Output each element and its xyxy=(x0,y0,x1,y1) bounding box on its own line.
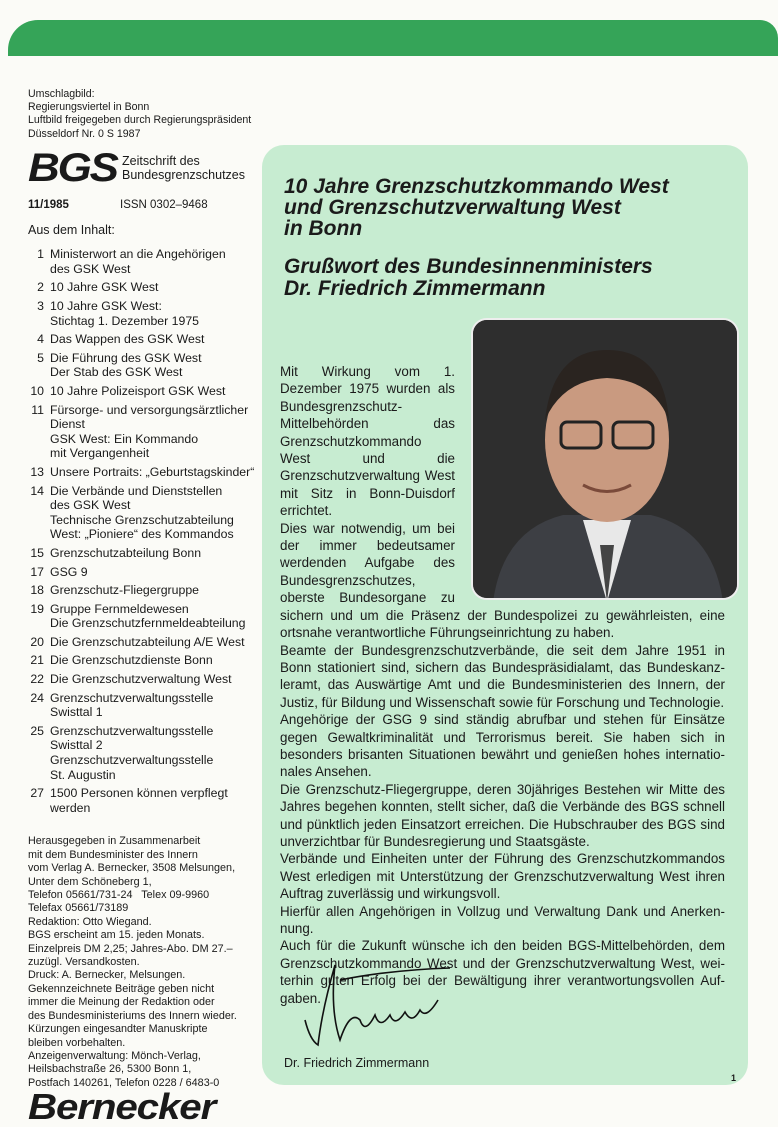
toc-item xyxy=(28,691,256,720)
paragraph: Auch für die Zukunft wünsche ich den beiden BGS-Mittelbehörden, dem Grenzschutzkommando West und der Grenzschutzverwaltung West, weiterhin guten Erfolg bei der Bewältigung ihrer verantwortungsvollen Aufgaben. xyxy=(280,938,725,1006)
caption-line: Regierungsviertel in Bonn xyxy=(28,101,150,114)
toc-title: Das Wappen des GSK West xyxy=(50,332,205,347)
toc-item xyxy=(28,247,256,276)
imprint-line: Redaktion: Otto Wiegand. xyxy=(28,915,152,928)
toc-page: 19 xyxy=(30,601,44,616)
subheadline-line: Grußwort des Bundesinnenministers xyxy=(284,255,653,278)
toc-page: 3 xyxy=(37,299,44,313)
toc-title: 10 Jahre GSK West: Stichtag 1. Dezember 1975 xyxy=(50,299,200,328)
paragraph: Hierfür allen Angehörigen in Vollzug und Verwaltung Dank und Anerkennung. xyxy=(280,903,725,936)
imprint-line: vom Verlag A. Bernecker, 3508 Melsungen, xyxy=(28,862,236,875)
paragraph: Mit Wirkung vom 1. Dezember 1975 wurden als Bundesgrenzschutz-Mittelbehörden das Grenzschutzkommando West und die Grenzschutzverwaltung West mit Sitz in Bonn-Duisdorf errichtet. xyxy=(280,364,455,519)
toc-item xyxy=(28,546,256,561)
headline-line: 10 Jahre Grenzschutzkommando West xyxy=(284,175,669,198)
toc-item xyxy=(28,351,256,380)
toc-page: 22 xyxy=(30,672,44,687)
toc-page: 24 xyxy=(30,690,44,705)
subheadline xyxy=(284,256,734,300)
toc-title: Die Grenzschutzabteilung A/E West xyxy=(50,634,245,649)
toc-title: Grenzschutzverwaltungsstelle Swisttal 2 Grenzschutzverwaltungsstelle St. Augustin xyxy=(50,723,214,782)
toc-item xyxy=(28,565,256,580)
toc-item xyxy=(28,635,256,650)
imprint-line: des Bundesministeriums des Innern wieder. xyxy=(28,1009,237,1022)
toc-item xyxy=(28,602,256,631)
imprint-line: Druck: A. Bernecker, Melsungen. xyxy=(28,969,186,982)
toc-page: 17 xyxy=(30,564,44,579)
caption-line: Umschlagbild: xyxy=(28,88,95,100)
caption-line: Düsseldorf Nr. 0 S 1987 xyxy=(28,127,141,140)
masthead-subtitle: Zeitschrift des xyxy=(122,153,200,168)
portrait-photo xyxy=(471,318,739,600)
imprint-line: bleiben vorbehalten. xyxy=(28,1036,126,1049)
toc-title: Grenzschutzverwaltungsstelle Swisttal 1 xyxy=(50,690,214,720)
toc-page: 4 xyxy=(37,332,44,347)
paragraph: Verbände und Einheiten unter der Führung des Grenzschutzkommandos West erledigen mit Unterstützung der Grenzschutzverwaltung West ihren Auftrag zuverlässig und wirkungsvoll. xyxy=(280,851,725,902)
toc-page: 15 xyxy=(30,545,44,560)
page-number: 1 xyxy=(731,1073,737,1083)
signature xyxy=(300,960,460,1050)
toc-page: 5 xyxy=(37,350,44,365)
imprint-line: Telefax 05661/73189 xyxy=(28,902,129,915)
toc-item xyxy=(28,786,256,815)
bgs-logo: BGS xyxy=(28,145,117,190)
imprint-line: Postfach 140261, Telefon 0228 / 6483-0 xyxy=(28,1076,220,1089)
toc-item xyxy=(28,653,256,668)
toc-title: 10 Jahre GSK West xyxy=(50,280,159,295)
imprint-line: Unter dem Schöneberg 1, xyxy=(28,875,152,888)
headline xyxy=(284,176,734,239)
toc-item xyxy=(28,384,256,399)
paragraph: Dies war notwendig, um bei der immer bedeutsamer werdenden Aufgabe des Bundesgrenzschutzes, oberste Bundesorgane zu sichern und um die Präsenz der Bundespolizei zu gewährleisten, eine ortsnahe verantwortliche Führungseinrichtung zu haben. xyxy=(280,520,725,641)
top-color-bar xyxy=(8,20,778,56)
toc-title: Fürsorge- und versorgungsärztlicher Dienst GSK West: Ein Kommando mit Vergangenheit xyxy=(50,402,249,461)
toc-item xyxy=(28,583,256,598)
imprint-line: Anzeigenverwaltung: Mönch-Verlag, xyxy=(28,1049,201,1062)
issue-number: 11/1985 xyxy=(28,198,69,211)
toc-page: 25 xyxy=(30,723,44,738)
headline-line: in Bonn xyxy=(284,217,363,240)
headline-line: und Grenzschutzverwaltung West xyxy=(284,196,621,219)
masthead xyxy=(28,145,256,190)
issn: ISSN 0302–9468 xyxy=(120,198,208,211)
imprint-line: Heilsbachstraße 26, 5300 Bonn 1, xyxy=(28,1063,192,1076)
imprint-line: Kürzungen eingesandter Manuskripte xyxy=(28,1023,208,1036)
toc-item xyxy=(28,465,256,480)
toc-title: Unsere Portraits: „Geburtstagskinder“ xyxy=(50,464,255,479)
imprint-line: mit dem Bundesminister des Innern xyxy=(28,848,198,861)
toc-item xyxy=(28,724,256,782)
imprint xyxy=(28,835,256,1090)
toc-page: 21 xyxy=(30,653,44,668)
toc-item xyxy=(28,403,256,461)
imprint-line: immer die Meinung der Redaktion oder xyxy=(28,996,215,1009)
toc-item xyxy=(28,332,256,347)
toc-title: 10 Jahre Polizeisport GSK West xyxy=(50,383,226,398)
imprint-line: BGS erscheint am 15. jeden Monats. xyxy=(28,929,205,942)
toc-title: Die Grenzschutzverwaltung West xyxy=(50,672,232,687)
imprint-line: Telefon 05661/731-24 Telex 09-9960 xyxy=(28,889,210,902)
toc-title: Die Grenzschutzdienste Bonn xyxy=(50,653,213,668)
toc-title: Ministerwort an die Angehörigen des GSK West xyxy=(50,247,226,276)
subheadline-line: Dr. Friedrich Zimmermann xyxy=(284,277,546,300)
imprint-line: zuzügl. Versandkosten. xyxy=(28,956,140,969)
toc-item xyxy=(28,280,256,295)
imprint-line: Herausgegeben in Zusammenarbeit xyxy=(28,835,201,848)
toc-title: Gruppe Fernmeldewesen Die Grenzschutzfernmeldeabteilung xyxy=(50,601,246,631)
toc-page: 13 xyxy=(30,464,44,479)
toc-title: 1500 Personen können verpflegt werden xyxy=(50,786,228,815)
signatory-name: Dr. Friedrich Zimmermann xyxy=(284,1056,430,1070)
left-column xyxy=(28,88,256,1127)
caption-line: Luftbild freigegeben durch Regierungspräsident xyxy=(28,114,252,127)
table-of-contents xyxy=(28,247,256,815)
paragraph: Angehörige der GSG 9 sind ständig abrufbar und stehen für Einsätze gegen Gewaltkriminalität und Terrorismus bereit. Sie haben sich in besonders brisanten Situationen bewährt und genießen hohes internationales Ansehen. xyxy=(280,712,725,780)
toc-page: 10 xyxy=(30,383,44,398)
toc-page: 27 xyxy=(30,786,44,801)
toc-title: Grenzschutz-Fliegergruppe xyxy=(50,583,199,598)
contents-heading: Aus dem Inhalt: xyxy=(28,223,115,238)
masthead-subtitle: Bundesgrenzschutzes xyxy=(122,167,245,182)
toc-page: 11 xyxy=(31,402,44,417)
toc-page: 18 xyxy=(30,583,44,598)
toc-page: 2 xyxy=(37,280,44,295)
imprint-line: Einzelpreis DM 2,25; Jahres-Abo. DM 27.– xyxy=(28,942,233,955)
imprint-line: Gekennzeichnete Beiträge geben nicht xyxy=(28,982,215,995)
article-body xyxy=(280,318,725,1007)
toc-title: Grenzschutzabteilung Bonn xyxy=(50,545,202,560)
toc-page: 20 xyxy=(30,634,44,649)
toc-page: 14 xyxy=(30,483,44,498)
bernecker-logo: Bernecker xyxy=(28,1086,216,1127)
toc-title: Die Verbände und Dienststellen des GSK West Technische Grenzschutzabteilung West: „Pioniere“ des Kommandos xyxy=(50,483,234,542)
cover-caption xyxy=(28,88,256,141)
toc-title: GSG 9 xyxy=(50,564,88,579)
toc-item xyxy=(28,299,256,328)
toc-item xyxy=(28,672,256,687)
paragraph: Die Grenzschutz-Fliegergruppe, deren 30jähriges Bestehen wir Mitte des Jahres begehen konnten, stellt sicher, daß die Verbände des BGS schnell und pünktlich jeden Einsatzort erreichen. Die Hubschrauber des BGS sind unverzichtbar für Bundesregierung und Staatsgäste. xyxy=(280,781,725,849)
paragraph: Beamte der Bundesgrenzschutzverbände, die seit dem Jahre 1951 in Bonn stationiert sind, sichern das Bundespräsidialamt, das Bundeskanzleramt, das Auswärtige Amt und die Bundesministerien des Innern, der Justiz, für Bildung und Wissenschaft sowie für Forschung und Technologie. xyxy=(280,642,725,710)
toc-item xyxy=(28,484,256,542)
toc-page: 1 xyxy=(37,247,44,262)
toc-title: Die Führung des GSK West Der Stab des GSK West xyxy=(50,350,202,380)
